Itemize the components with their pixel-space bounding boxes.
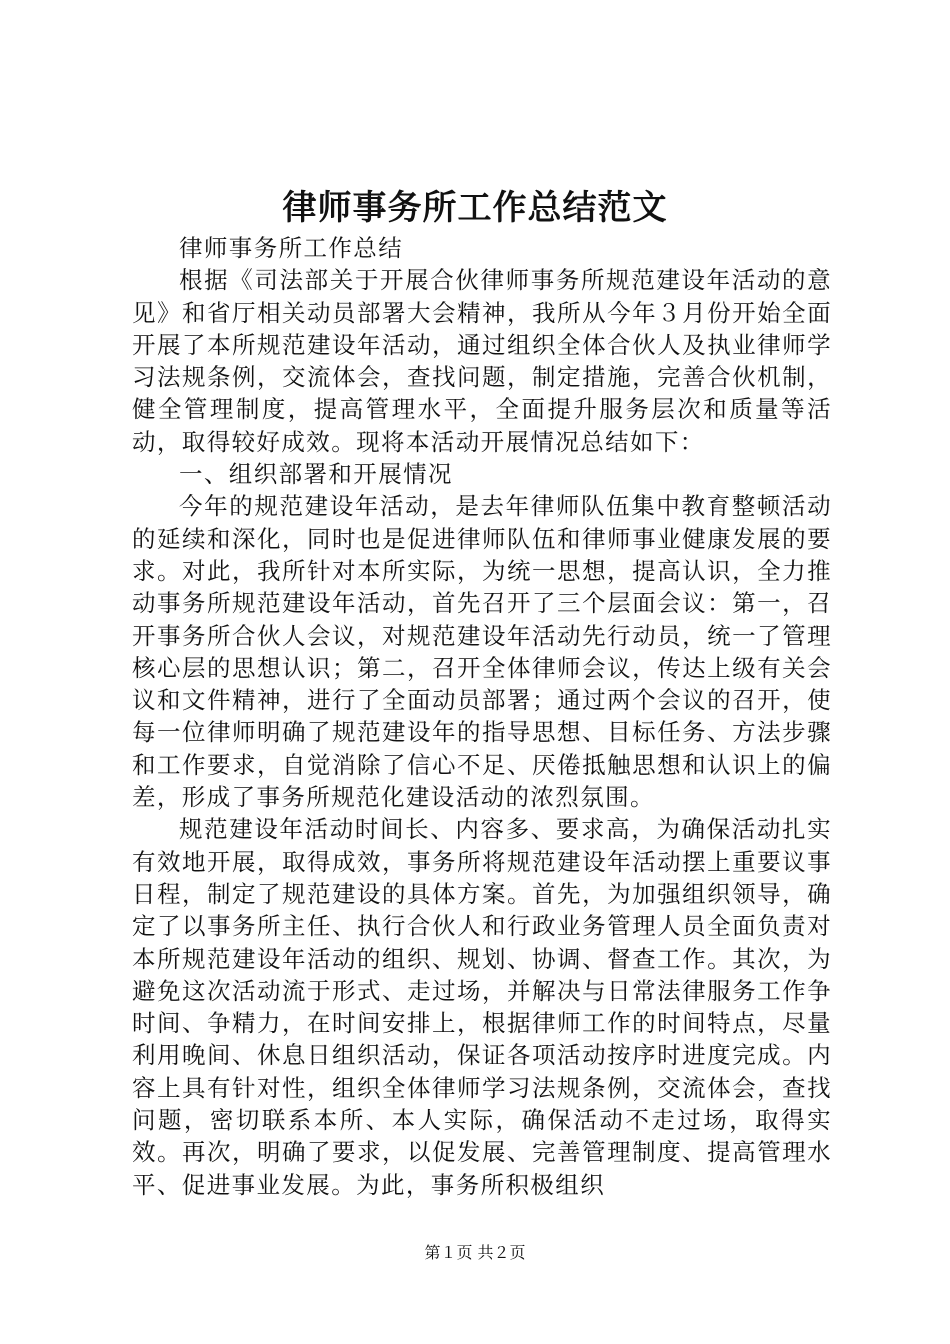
- subtitle-paragraph: 律师事务所工作总结: [179, 234, 404, 262]
- document-body: [132, 232, 832, 1201]
- section-heading: 一、组织部署和开展情况: [179, 460, 453, 489]
- body-paragraph: 规范建设年活动时间长、内容多、要求高，为确保活动扎实有效地开展，取得成效，事务所将规范建设年活动摆上重要议事日程，制定了规范建设的具体方案。首先，为加强组织领导，确定了以事务所主任、执行合伙人和行政业务管理人员全面负责对本所规范建设年活动的组织、规划、协调、督查工作。其次，为避免这次活动流于形式、走过场，并解决与日常法律服务工作争时间、争精力，在时间安排上，根据律师工作的时间特点，尽量利用晚间、休息日组织活动，保证各项活动按序时进度完成。内容上具有针对性，组织全体律师学习法规条例，交流体会，查找问题，密切联系本所、本人实际，确保活动不走过场，取得实效。再次，明确了要求，以促发展、完善管理制度、提高管理水平、促进事业发展。为此，事务所积极组织: [132, 815, 832, 1199]
- document-title: 律师事务所工作总结范文: [282, 188, 668, 228]
- intro-paragraph: 根据《司法部关于开展合伙律师事务所规范建设年活动的意见》和省厅相关动员部署大会精神，我所从今年３月份开始全面开展了本所规范建设年活动，通过组织全体合伙人及执业律师学习法规条例，交流体会，查找问题，制定措施，完善合伙机制，健全管理制度，提高管理水平，全面提升服务层次和质量等活动，取得较好成效。现将本活动开展情况总结如下：: [132, 266, 832, 456]
- body-paragraph: 今年的规范建设年活动，是去年律师队伍集中教育整顿活动的延续和深化，同时也是促进律师队伍和律师事业健康发展的要求。对此，我所针对本所实际，为统一思想，提高认识，全力推动事务所规范建设年活动，首先召开了三个层面会议：第一，召开事务所合伙人会议，对规范建设年活动先行动员，统一了管理核心层的思想认识；第二，召开全体律师会议，传达上级有关会议和文件精神，进行了全面动员部署；通过两个会议的召开，使每一位律师明确了规范建设年的指导思想、目标任务、方法步骤和工作要求，自觉消除了信心不足、厌倦抵触思想和认识上的偏差，形成了事务所规范化建设活动的浓烈氛围。: [132, 492, 832, 812]
- page-footer: 第１页 共２页: [424, 1243, 526, 1262]
